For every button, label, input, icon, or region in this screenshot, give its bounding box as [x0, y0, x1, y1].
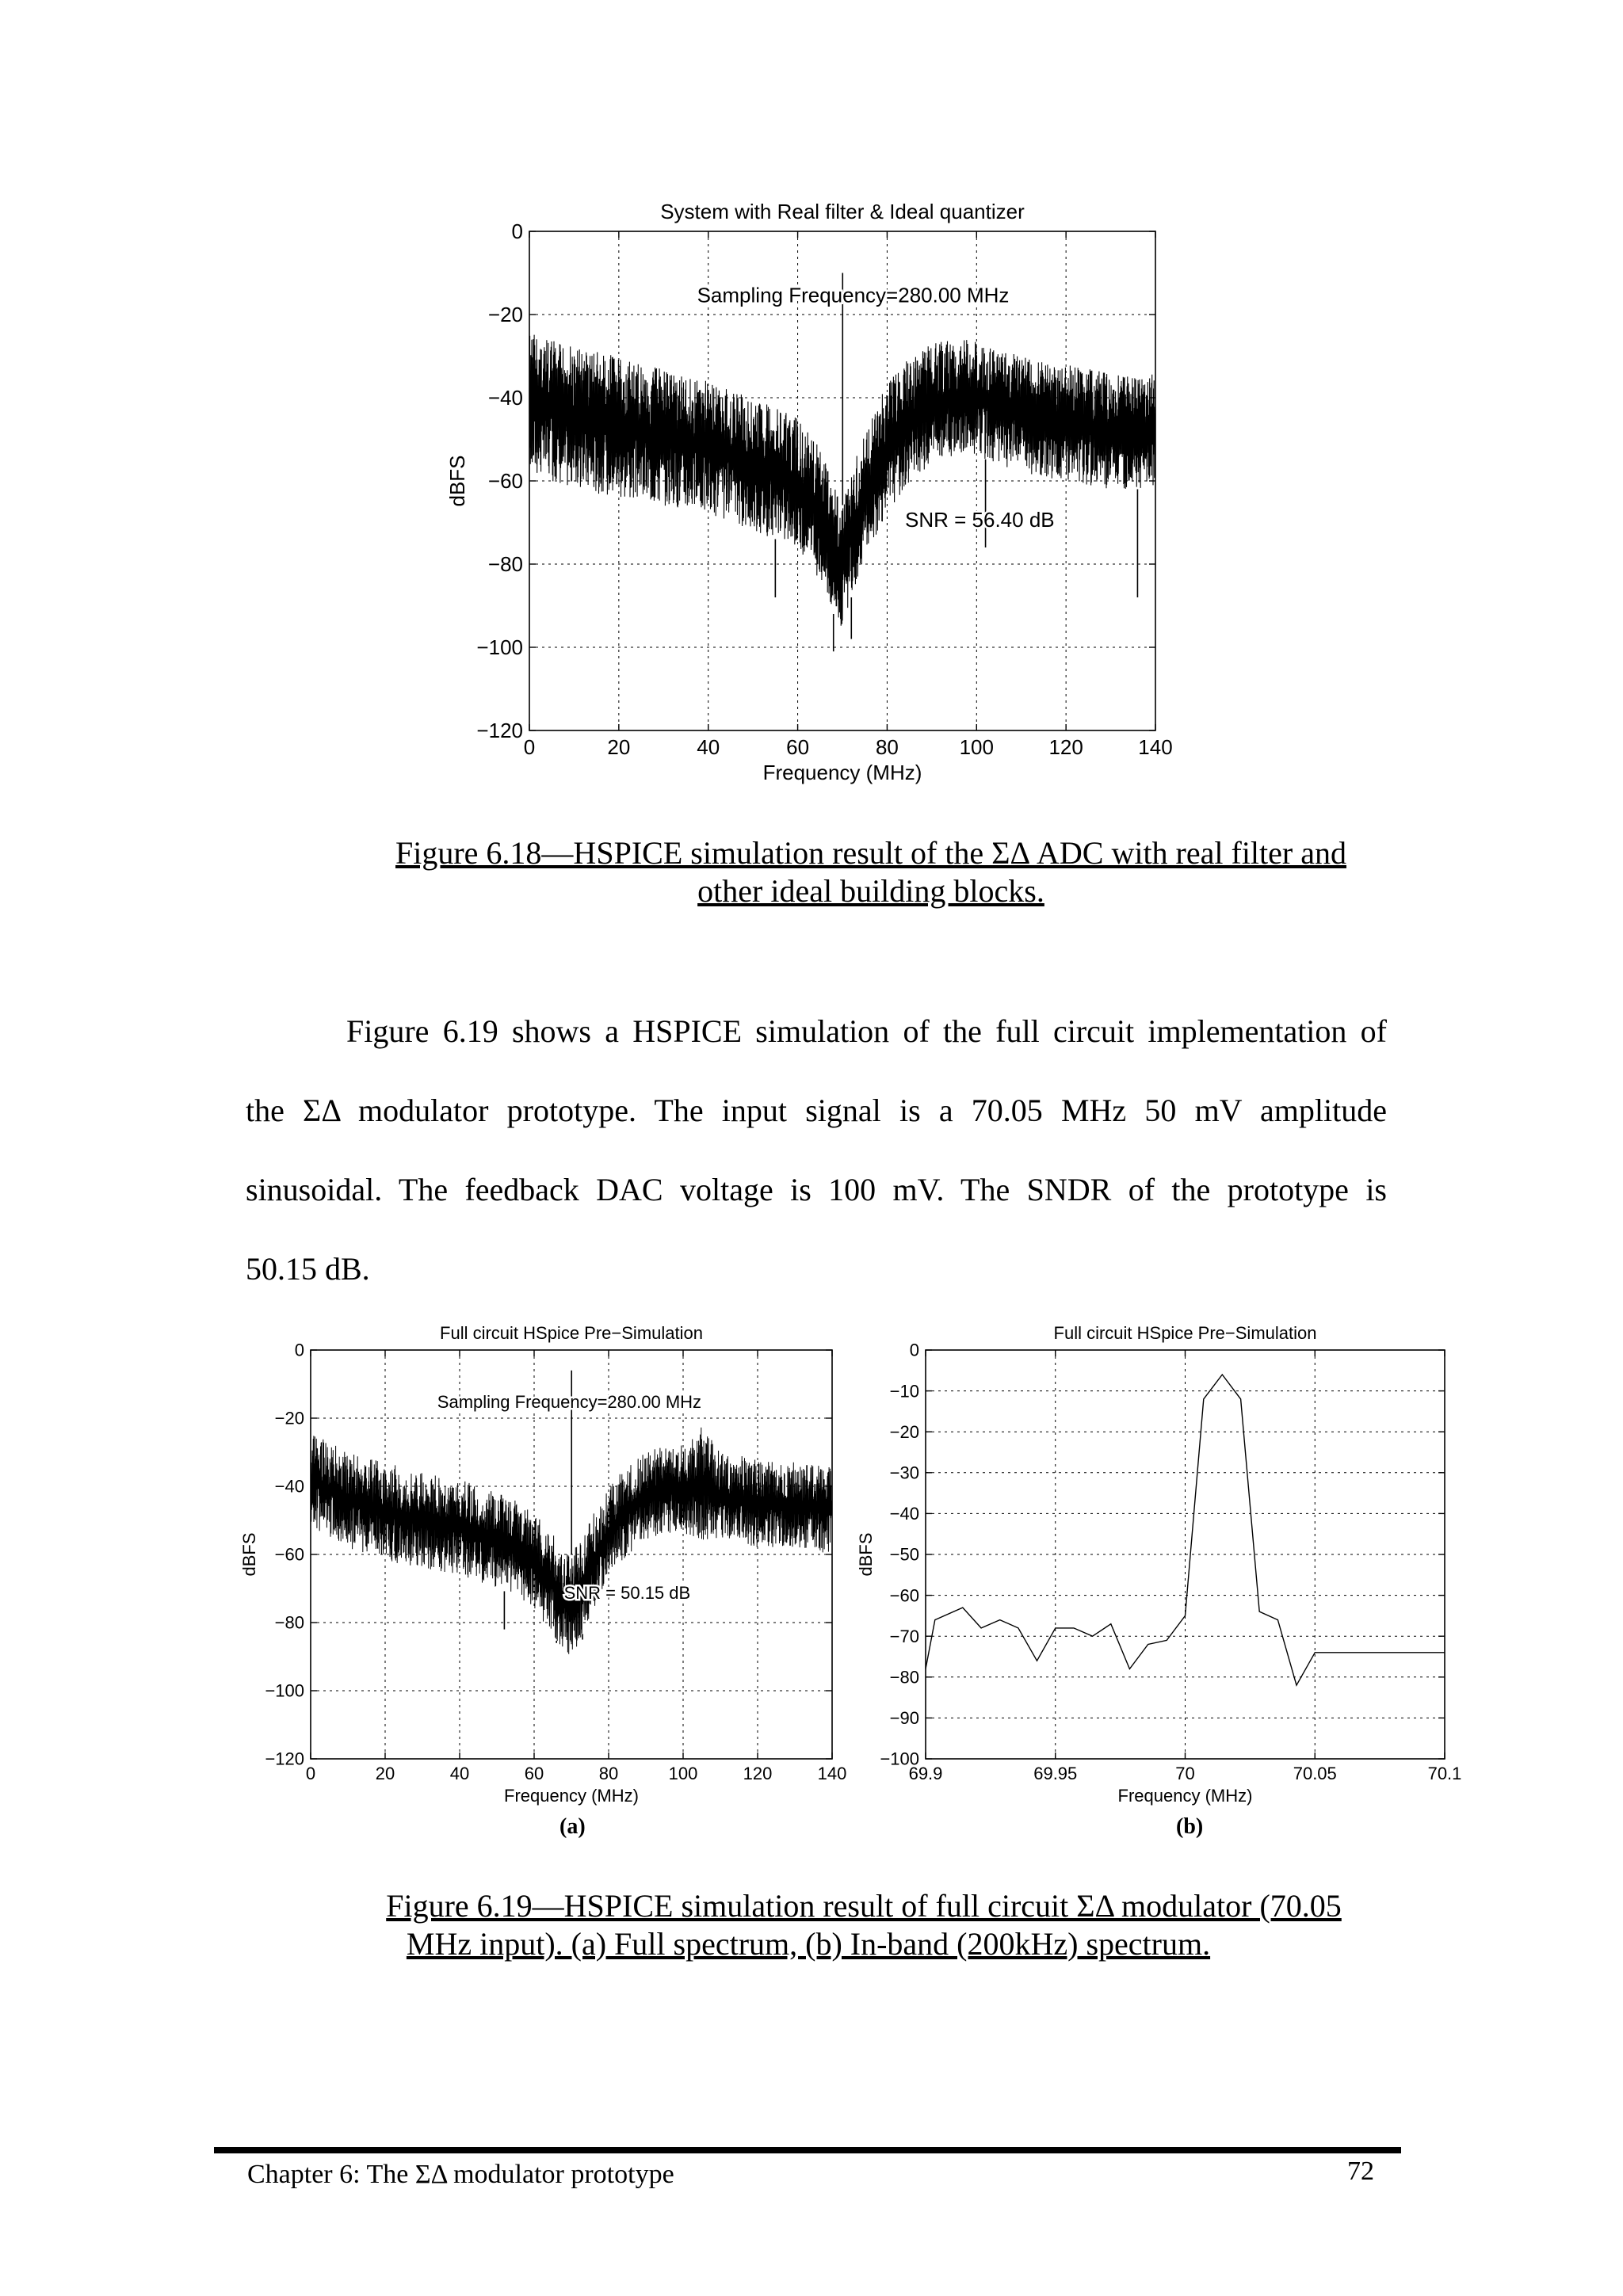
y-tick-label: −70 — [889, 1626, 919, 1646]
x-tick-label: 69.95 — [1033, 1764, 1078, 1783]
y-tick-label: −100 — [880, 1749, 919, 1769]
x-tick-label: 140 — [1138, 735, 1173, 759]
x-tick-label: 0 — [523, 735, 536, 759]
x-tick-label: 60 — [786, 735, 810, 759]
y-tick-label: −90 — [889, 1708, 919, 1729]
y-tick-label: −120 — [476, 719, 523, 743]
y-tick-label: −80 — [889, 1667, 919, 1688]
y-tick-label: 0 — [909, 1340, 919, 1360]
x-tick-label: 0 — [305, 1764, 316, 1783]
figure-6-18-caption-line1: Figure 6.18—HSPICE simulation result of the ΣΔ ADC with real filter and — [395, 835, 1346, 871]
y-tick-label: −120 — [265, 1749, 304, 1769]
y-axis-label: dBFS — [239, 1532, 259, 1577]
x-tick-label: 120 — [743, 1764, 773, 1783]
x-tick-label: 120 — [1048, 735, 1083, 759]
figure-6-18-chart — [428, 182, 1220, 800]
x-tick-label: 70 — [1175, 1764, 1195, 1783]
figure-6-18-caption — [372, 834, 1369, 910]
y-tick-label: −10 — [889, 1381, 919, 1402]
y-tick-label: −100 — [476, 635, 523, 660]
y-tick-label: 0 — [294, 1340, 304, 1360]
paragraph-line1: Figure 6.19 shows a HSPICE simulation of the full circuit implementation of — [346, 1013, 1387, 1049]
figure-6-19-caption-line1: Figure 6.19—HSPICE simulation result of full circuit ΣΔ modulator (70.05 — [386, 1888, 1342, 1924]
y-tick-label: −40 — [274, 1476, 304, 1497]
x-tick-label: 20 — [607, 735, 631, 759]
chart-title: Full circuit HSpice Pre−Simulation — [440, 1323, 703, 1343]
y-axis-label: dBFS — [856, 1532, 876, 1577]
x-tick-label: 40 — [449, 1764, 470, 1783]
x-tick-label: 80 — [598, 1764, 619, 1783]
figure-6-18-caption-line2: other ideal building blocks. — [697, 873, 1044, 909]
chart-annotation: Sampling Frequency=280.00 MHz — [437, 1392, 702, 1413]
figure-6-19-caption — [349, 1887, 1379, 1963]
y-tick-label: −40 — [889, 1504, 919, 1524]
y-tick-label: 0 — [511, 219, 523, 244]
figure-6-19a-chart — [238, 1315, 856, 1822]
x-tick-label: 100 — [668, 1764, 698, 1783]
footer-chapter-title: Chapter 6: The ΣΔ modulator prototype — [247, 2160, 674, 2189]
paragraph-line4: 50.15 dB. — [246, 1251, 370, 1287]
y-tick-label: −20 — [487, 303, 523, 327]
y-axis-label: dBFS — [445, 455, 469, 507]
footer-rule — [214, 2147, 1401, 2153]
x-tick-label: 60 — [524, 1764, 544, 1783]
y-tick-label: −60 — [487, 469, 523, 494]
y-tick-label: −60 — [889, 1585, 919, 1606]
y-tick-label: −20 — [274, 1408, 304, 1428]
y-tick-label: −30 — [889, 1463, 919, 1483]
x-axis-label: Frequency (MHz) — [1117, 1786, 1253, 1806]
y-tick-label: −60 — [274, 1544, 304, 1565]
y-tick-label: −20 — [889, 1421, 919, 1442]
x-tick-label: 100 — [959, 735, 994, 759]
chart-title: System with Real filter & Ideal quantizer — [660, 200, 1025, 223]
figure-6-19b-chart — [856, 1315, 1466, 1822]
y-tick-label: −40 — [487, 386, 523, 410]
figure-6-19-caption-line2: MHz input). (a) Full spectrum, (b) In-band (200kHz) spectrum. — [406, 1926, 1211, 1962]
body-paragraph — [246, 992, 1387, 1309]
chart-title: Full circuit HSpice Pre−Simulation — [1053, 1323, 1317, 1343]
y-tick-label: −100 — [265, 1680, 304, 1701]
x-tick-label: 70.1 — [1427, 1764, 1462, 1783]
x-tick-label: 20 — [375, 1764, 395, 1783]
chart-annotation: SNR = 50.15 dB — [563, 1582, 691, 1603]
figure-6-19a-sublabel: (a) — [559, 1814, 586, 1839]
x-tick-label: 80 — [875, 735, 899, 759]
chart-annotation: SNR = 56.40 dB — [905, 507, 1055, 532]
paragraph-line2: the ΣΔ modulator prototype. The input signal is a 70.05 MHz 50 mV amplitude — [246, 1093, 1387, 1128]
figure-6-19b-sublabel: (b) — [1176, 1814, 1204, 1839]
chart-annotation: Sampling Frequency=280.00 MHz — [697, 283, 1010, 307]
y-tick-label: −80 — [274, 1612, 304, 1633]
x-axis-label: Frequency (MHz) — [762, 761, 922, 784]
page-number: 72 — [1347, 2157, 1374, 2186]
x-tick-label: 140 — [817, 1764, 847, 1783]
x-tick-label: 70.05 — [1293, 1764, 1337, 1783]
x-axis-label: Frequency (MHz) — [504, 1786, 639, 1806]
paragraph-line3: sinusoidal. The feedback DAC voltage is 100 mV. The SNDR of the prototype is — [246, 1172, 1387, 1207]
x-tick-label: 40 — [697, 735, 720, 759]
y-tick-label: −50 — [889, 1544, 919, 1565]
x-tick-label: 69.9 — [908, 1764, 943, 1783]
grid — [926, 1350, 1445, 1759]
y-tick-label: −80 — [487, 552, 523, 577]
